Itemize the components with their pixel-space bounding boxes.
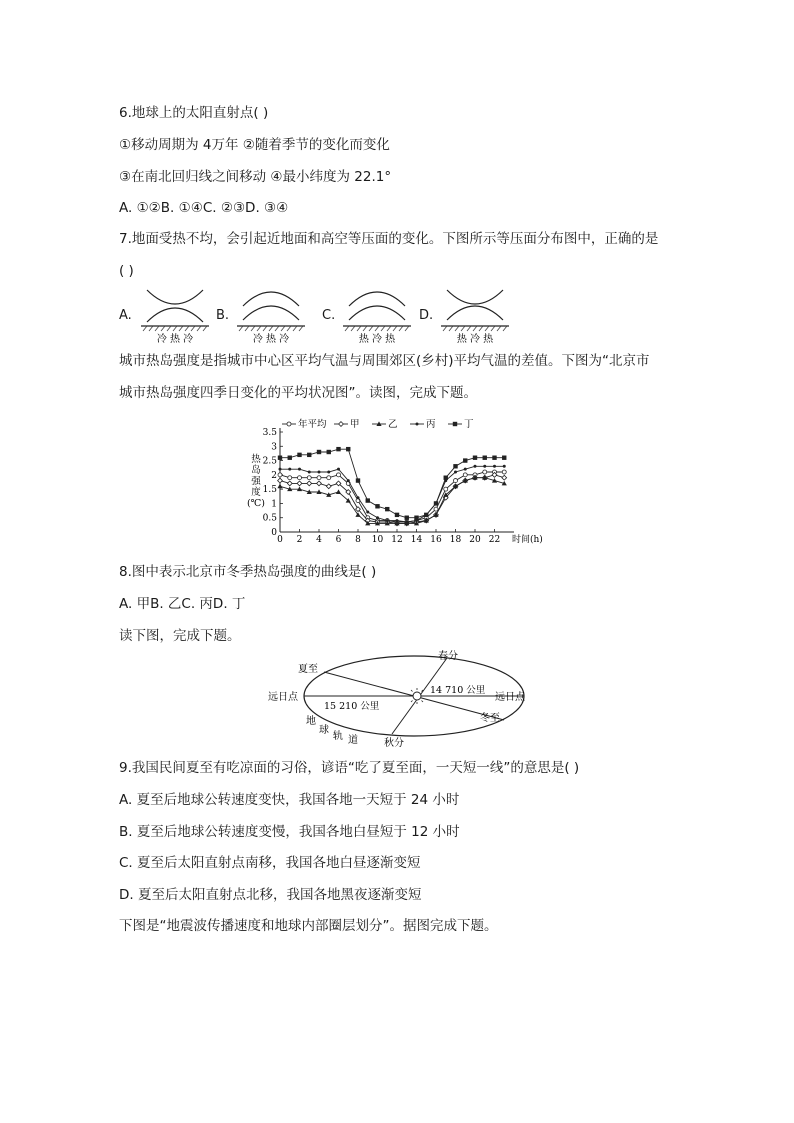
legend-marker: [453, 422, 457, 426]
series-point-3: [288, 468, 291, 471]
series-point-1: [297, 481, 302, 486]
chart-axes: [247, 428, 543, 545]
orbit-track-char-1: 地: [306, 716, 316, 727]
series-point-4: [327, 450, 331, 454]
y-tick-label: 0.5: [262, 513, 277, 524]
series-line-1: [280, 475, 504, 524]
series-point-4: [278, 456, 282, 460]
series-point-1: [502, 475, 507, 480]
y-tick-label: 2.5: [262, 456, 277, 467]
x-tick-label: 18: [449, 535, 462, 545]
q8-options: A. 甲B. 乙C. 丙D. 丁: [119, 596, 246, 612]
orbit-track-char-4: 道: [348, 735, 358, 746]
series-point-3: [474, 465, 477, 468]
series-point-4: [405, 516, 409, 520]
series-point-4: [444, 476, 448, 480]
q6-stem: 6.地球上的太阳直射点( ): [119, 105, 269, 121]
series-point-4: [336, 447, 340, 451]
q9-option-c: C. 夏至后太阳直射点南移，我国各地白昼逐渐变短: [119, 855, 421, 871]
x-tick-label: 12: [391, 535, 403, 545]
series-point-0: [483, 470, 487, 474]
figure-a-ground: 冷 热 冷: [156, 334, 194, 345]
y-axis-label: 强: [251, 476, 261, 487]
legend-label: 甲: [350, 419, 360, 430]
x-tick-label: 10: [371, 535, 384, 545]
figure-c-label: C.: [322, 308, 336, 323]
heat-intro-line1: 城市热岛强度是指城市中心区平均气温与周围郊区(乡村)平均气温的差值。下图为“北京市: [119, 353, 650, 369]
y-tick-label: 3: [271, 442, 277, 453]
series-point-4: [366, 498, 370, 502]
series-point-4: [483, 456, 487, 460]
label-autumn-equinox: 秋分: [384, 738, 404, 749]
series-point-3: [454, 471, 457, 474]
series-point-3: [503, 465, 506, 468]
series-point-3: [337, 468, 340, 471]
heat-island-chart: [242, 416, 552, 550]
q6-options: A. ①②B. ①④C. ②③D. ③④: [119, 200, 289, 216]
figure-b-label: B.: [216, 308, 230, 323]
y-tick-label: 2: [271, 470, 277, 481]
x-tick-label: 16: [430, 535, 442, 545]
x-tick-label: 2: [296, 535, 303, 545]
x-tick-label: 8: [355, 535, 361, 545]
series-line-2: [280, 478, 504, 524]
figure-a-diagram: [139, 284, 211, 346]
q8-stem: 8.图中表示北京市冬季热岛强度的曲线是( ): [119, 564, 377, 580]
series-point-4: [473, 456, 477, 460]
q9-option-d: D. 夏至后太阳直射点北移，我国各地黑夜逐渐变短: [119, 887, 422, 903]
y-axis-label: (℃): [246, 498, 266, 509]
figure-b-diagram: [235, 284, 307, 346]
x-tick-label: 4: [316, 535, 322, 545]
x-tick-label: 6: [335, 535, 342, 545]
series-point-0: [288, 476, 292, 480]
series-point-4: [307, 453, 311, 457]
orbit-diagram: [262, 646, 534, 750]
y-tick-label: 3.5: [262, 428, 277, 438]
q6-line1: ①移动周期为 4万年 ②随着季节的变化而变化: [119, 137, 390, 153]
y-tick-label: 1: [271, 499, 277, 510]
series-point-4: [375, 504, 379, 508]
series-point-3: [308, 471, 311, 474]
series-point-0: [463, 473, 467, 477]
series-point-0: [444, 487, 448, 491]
y-axis-label: 岛: [251, 465, 261, 476]
x-tick-label: 20: [469, 535, 481, 545]
chart-legend: [282, 418, 474, 430]
x-tick-label: 0: [277, 535, 283, 545]
legend-label: 乙: [388, 419, 398, 430]
series-point-3: [366, 511, 369, 514]
series-point-2: [277, 484, 282, 489]
legend-marker: [416, 423, 419, 426]
series-point-3: [386, 519, 389, 522]
series-point-2: [336, 489, 341, 494]
quake-intro: 下图是“地震波传播速度和地球内部圈层划分”。据图完成下题。: [119, 918, 498, 934]
label-winter-solstice: 冬至: [480, 713, 500, 724]
series-point-1: [278, 478, 283, 483]
legend-label: 丁: [464, 419, 474, 430]
label-summer-solstice: 夏至: [298, 664, 318, 675]
legend-label: 丙: [426, 419, 436, 430]
orbit-track-char-2: 球: [319, 725, 329, 736]
heat-intro-line2: 城市热岛强度四季日变化的平均状况图”。读图，完成下题。: [119, 385, 477, 401]
series-point-1: [317, 481, 322, 486]
q7-stem: 7.地面受热不均，会引起近地面和高空等压面的变化。下图所示等压面分布图中，正确的是: [119, 231, 659, 247]
series-line-0: [280, 472, 504, 522]
figure-a-label: A.: [119, 308, 132, 323]
series-point-4: [502, 456, 506, 460]
figure-b-ground: 冷 热 冷: [252, 334, 290, 345]
series-point-3: [357, 496, 360, 499]
legend-marker: [287, 422, 291, 426]
series-point-0: [434, 507, 438, 511]
series-point-3: [396, 519, 399, 522]
label-aphelion-right: 远日点: [495, 692, 525, 703]
orbit-track-char-3: 轨: [333, 731, 343, 742]
label-spring-equinox: 春分: [438, 651, 458, 662]
series-point-4: [317, 450, 321, 454]
series-point-3: [376, 516, 379, 519]
series-point-4: [453, 464, 457, 468]
series-point-0: [307, 476, 311, 480]
series-point-3: [483, 465, 486, 468]
series-point-4: [288, 456, 292, 460]
series-point-4: [463, 458, 467, 462]
figure-d-diagram: [439, 284, 511, 346]
x-tick-label: 14: [410, 535, 423, 545]
series-point-3: [464, 468, 467, 471]
figure-d-ground: 热 冷 热: [456, 334, 494, 345]
series-point-1: [287, 481, 292, 486]
series-point-4: [492, 456, 496, 460]
x-tick-label: 22: [488, 535, 501, 545]
q9-option-b: B. 夏至后地球公转速度变慢，我国各地白昼短于 12 小时: [119, 824, 460, 840]
series-point-3: [298, 468, 301, 471]
series-point-4: [434, 501, 438, 505]
y-tick-label: 1.5: [262, 485, 277, 496]
series-point-0: [298, 476, 302, 480]
series-point-0: [278, 473, 282, 477]
label-dist-left: 15 210 公里: [324, 701, 380, 712]
series-point-4: [414, 516, 418, 520]
q6-line2: ③在南北回归线之间移动 ④最小纬度为 22.1°: [119, 169, 392, 185]
series-point-0: [337, 473, 341, 477]
label-aphelion-left: 远日点: [268, 692, 298, 703]
series-point-1: [326, 484, 331, 489]
q7-paren: ( ): [119, 263, 134, 279]
figure-c-diagram: [341, 284, 413, 346]
q7-figures: [115, 284, 515, 348]
figure-d-label: D.: [419, 308, 434, 323]
orbit-intro: 读下图，完成下题。: [119, 628, 241, 644]
series-point-3: [493, 465, 496, 468]
legend-label: 年平均: [298, 419, 327, 430]
series-point-0: [502, 470, 506, 474]
series-point-4: [385, 507, 389, 511]
series-point-0: [454, 479, 458, 483]
q9-option-a: A. 夏至后地球公转速度变快，我国各地一天短于 24 小时: [119, 792, 460, 808]
series-point-3: [279, 468, 282, 471]
y-axis-label: 度: [251, 487, 261, 498]
series-point-3: [347, 479, 350, 482]
q9-stem: 9.我国民间夏至有吃凉面的习俗，谚语“吃了夏至面，一天短一线”的意思是( ): [119, 760, 580, 776]
series-point-3: [405, 521, 408, 524]
series-point-3: [318, 471, 321, 474]
series-point-4: [346, 447, 350, 451]
series-point-4: [424, 513, 428, 517]
legend-marker: [339, 422, 344, 427]
x-axis-label: 时间(h): [512, 535, 543, 545]
y-axis-label: 热: [251, 454, 261, 465]
series-point-0: [317, 476, 321, 480]
y-tick-label: 0: [271, 528, 277, 538]
series-point-4: [395, 513, 399, 517]
series-point-1: [307, 481, 312, 486]
series-point-3: [327, 471, 330, 474]
series-point-4: [297, 453, 301, 457]
figure-c-ground: 热 冷 热: [358, 334, 396, 345]
series-point-0: [327, 476, 331, 480]
label-dist-right: 14 710 公里: [430, 685, 486, 696]
series-point-4: [356, 478, 360, 482]
chart-series: [277, 447, 506, 526]
